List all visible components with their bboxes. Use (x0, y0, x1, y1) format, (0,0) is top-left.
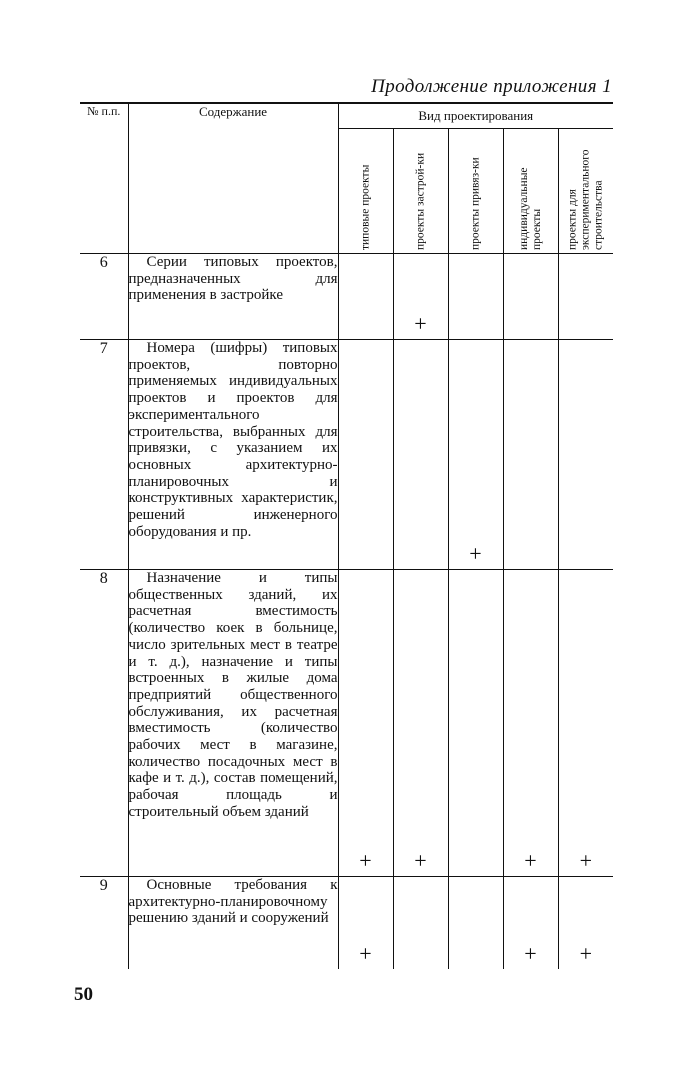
row-content: Номера (шифры) типовых проектов, повторно применяемых индивидуальных проектов и проектов для экспериментального строительства, выбранных для привязки, с указанием их основных архитектурно-планировочных и конструктивных характеристик, решений инженерного оборудования и пр. (128, 340, 338, 570)
table-row (80, 340, 613, 570)
row-mark: + (338, 570, 393, 877)
row-mark: + (558, 570, 613, 877)
appendix-table (80, 102, 613, 969)
row-content: Основные требования к архитектурно-планировочному решению зданий и сооружений (128, 877, 338, 969)
number-header: № п.п. (80, 103, 128, 254)
row-number: 7 (80, 340, 128, 570)
column-header-individual: индивидуальные проекты (503, 129, 558, 254)
row-mark (503, 340, 558, 570)
row-mark: + (448, 340, 503, 570)
design-type-header: Вид проектирования (338, 103, 613, 129)
row-mark (558, 340, 613, 570)
row-mark (503, 254, 558, 340)
row-number: 8 (80, 570, 128, 877)
row-mark: + (503, 877, 558, 969)
row-mark (448, 877, 503, 969)
column-header-development: проекты застрой-ки (393, 129, 448, 254)
row-mark: + (338, 877, 393, 969)
row-mark (558, 254, 613, 340)
row-content: Серии типовых проектов, предназначенных для применения в застройке (128, 254, 338, 340)
row-mark: + (558, 877, 613, 969)
row-number: 6 (80, 254, 128, 340)
column-header-experimental: проекты для экспериментального строительства (558, 129, 613, 254)
row-number: 9 (80, 877, 128, 969)
row-mark (338, 254, 393, 340)
row-mark: + (393, 254, 448, 340)
row-mark (393, 877, 448, 969)
column-header-typical: типовые проекты (338, 129, 393, 254)
row-mark (448, 254, 503, 340)
content-header: Содержание (128, 103, 338, 254)
table-row (80, 254, 613, 340)
page-number: 50 (74, 984, 93, 1005)
continuation-caption: Продолжение приложения 1 (371, 76, 612, 97)
table-row (80, 877, 613, 969)
row-mark: + (503, 570, 558, 877)
table-row (80, 570, 613, 877)
row-mark (338, 340, 393, 570)
column-header-site-adaptation: проекты привяз-ки (448, 129, 503, 254)
row-mark (448, 570, 503, 877)
row-mark: + (393, 570, 448, 877)
row-mark (393, 340, 448, 570)
row-content: Назначение и типы общественных зданий, их расчетная вместимость (количество коек в больнице, число зрительных мест в театре и т. д.), назначение и типы встроенных в жилые дома предприятий общественного обслуживания, их расчетная вместимость (количество рабочих мест в магазине, количество посадочных мест в кафе и т. д.), состав помещений, рабочая площадь и строительный объем зданий (128, 570, 338, 877)
